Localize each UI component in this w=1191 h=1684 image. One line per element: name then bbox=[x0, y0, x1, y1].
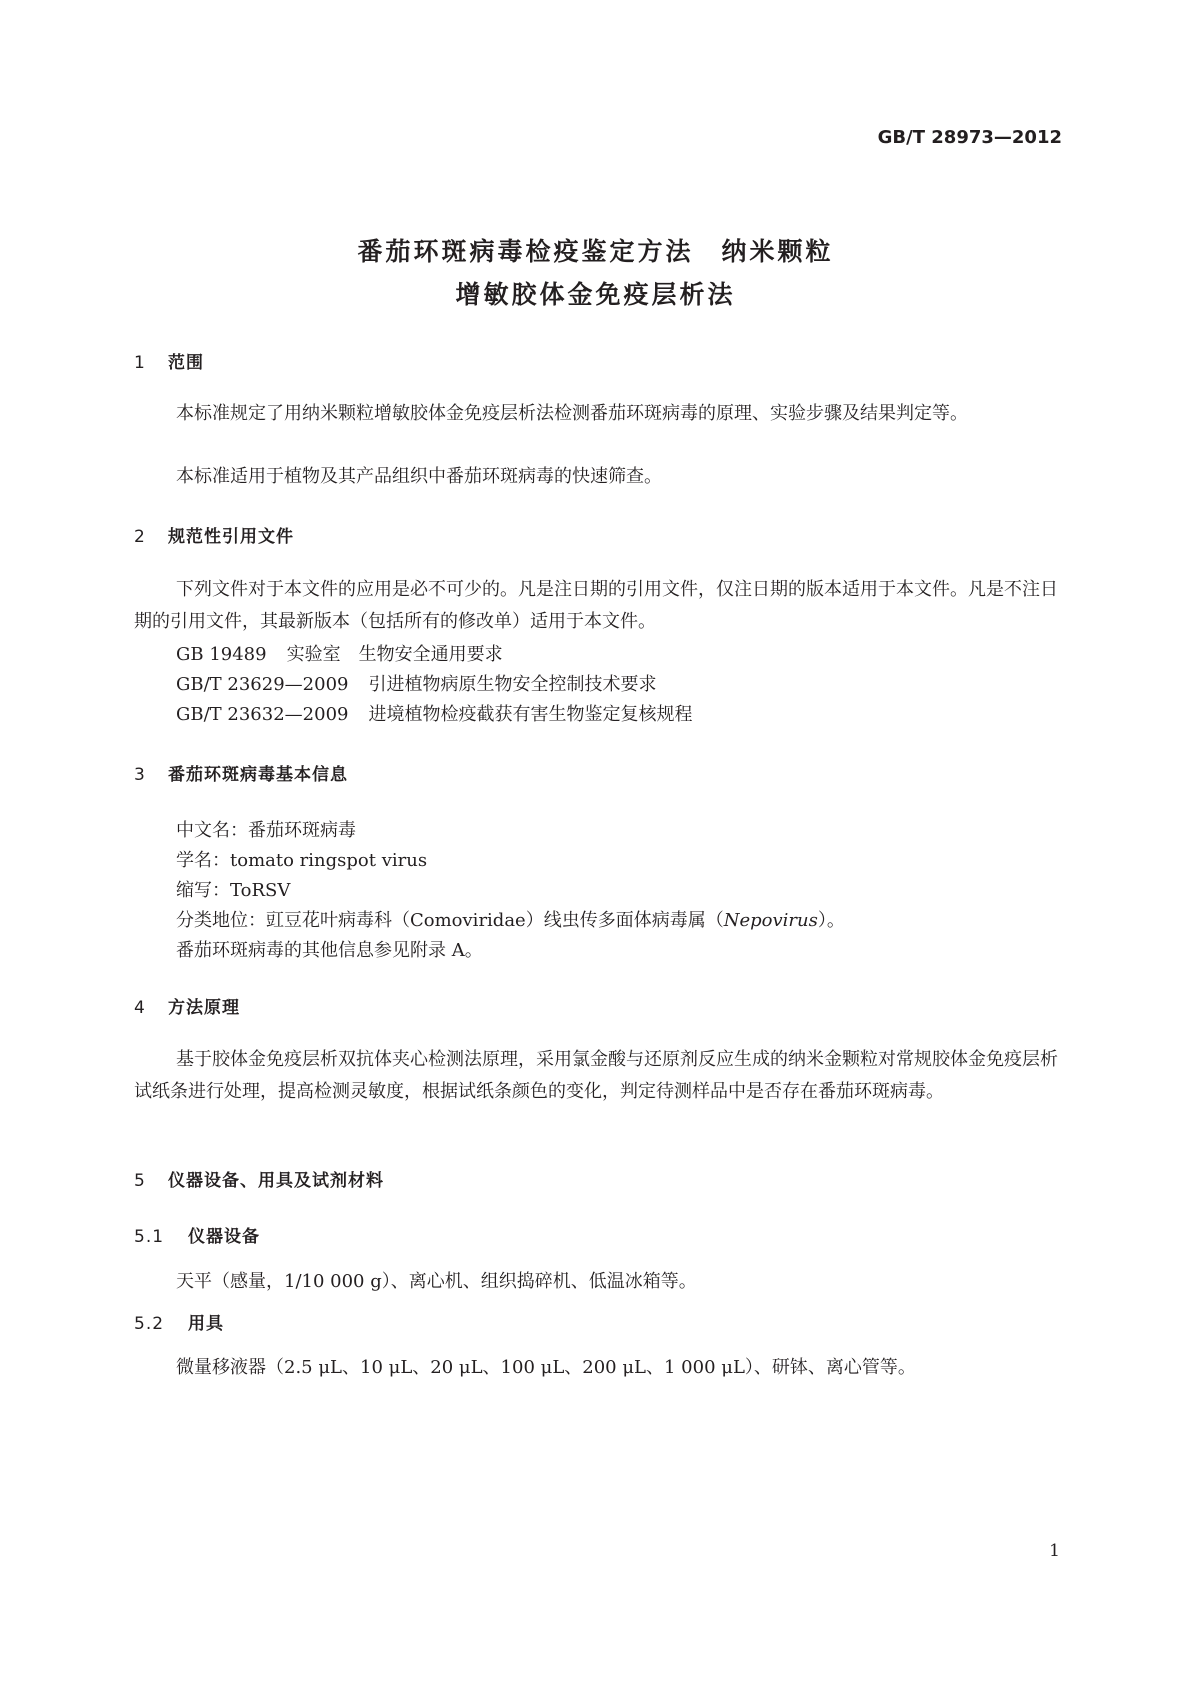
section-number: 5.2 bbox=[134, 1314, 165, 1334]
section-title: 方法原理 bbox=[168, 998, 240, 1018]
section-number: 5 bbox=[134, 1171, 146, 1191]
reference-item bbox=[176, 670, 656, 696]
section-number: 2 bbox=[134, 527, 146, 547]
section-4-heading bbox=[134, 993, 240, 1018]
section-2-heading bbox=[134, 522, 294, 547]
section-1-paragraph-2: 本标准适用于植物及其产品组织中番茄环斑病毒的快速筛查。 bbox=[176, 466, 662, 487]
section-number: 4 bbox=[134, 998, 146, 1018]
section-5-2-text: 微量移液器（2.5 μL、10 μL、20 μL、100 μL、200 μL、1 000 μL）、研钵、离心管等。 bbox=[176, 1357, 916, 1378]
reference-item bbox=[176, 640, 503, 666]
section-title: 番茄环斑病毒基本信息 bbox=[168, 765, 348, 785]
section-title: 仪器设备 bbox=[188, 1227, 260, 1247]
section-title: 用具 bbox=[188, 1314, 224, 1334]
section-title: 仪器设备、用具及试剂材料 bbox=[168, 1171, 384, 1191]
reference-code: GB/T 23629—2009 bbox=[176, 674, 349, 695]
taxon-text-end: ）。 bbox=[817, 910, 845, 931]
reference-code: GB 19489 bbox=[176, 644, 267, 665]
standard-code: GB/T 28973—2012 bbox=[877, 127, 1062, 148]
reference-item bbox=[176, 700, 692, 726]
section-number: 3 bbox=[134, 765, 146, 785]
reference-title: 实验室 生物安全通用要求 bbox=[286, 644, 503, 665]
section-5-1-heading bbox=[134, 1222, 260, 1247]
reference-code: GB/T 23632—2009 bbox=[176, 704, 349, 725]
doc-title-line2: 增敏胶体金免疫层析法 bbox=[455, 280, 736, 309]
section-1-paragraph-1: 本标准规定了用纳米颗粒增敏胶体金免疫层析法检测番茄环斑病毒的原理、实验步骤及结果判定等。 bbox=[176, 403, 968, 424]
section-5-heading bbox=[134, 1166, 384, 1191]
section-5-2-heading bbox=[134, 1309, 224, 1334]
reference-title: 进境植物检疫截获有害生物鉴定复核规程 bbox=[368, 704, 693, 725]
scientific-name: 学名：tomato ringspot virus bbox=[176, 850, 428, 871]
page-number: 1 bbox=[1049, 1541, 1060, 1561]
chinese-name: 中文名：番茄环斑病毒 bbox=[176, 820, 356, 841]
abbreviation: 缩写：ToRSV bbox=[176, 880, 291, 901]
section-number: 5.1 bbox=[134, 1227, 165, 1247]
reference-title: 引进植物病原生物安全控制技术要求 bbox=[368, 674, 657, 695]
section-number: 1 bbox=[134, 353, 146, 373]
genus-name: Nepovirus bbox=[723, 910, 818, 931]
section-title: 范围 bbox=[168, 353, 204, 373]
taxonomic-status bbox=[176, 906, 845, 932]
section-title: 规范性引用文件 bbox=[168, 527, 294, 547]
section-2-paragraph: 下列文件对于本文件的应用是必不可少的。凡是注日期的引用文件，仅注日期的版本适用于本文件。凡是不注日期的引用文件，其最新版本（包括所有的修改单）适用于本文件。 bbox=[134, 579, 1058, 632]
section-3-heading bbox=[134, 760, 348, 785]
doc-title-line1: 番茄环斑病毒检疫鉴定方法 纳米颗粒 bbox=[357, 237, 834, 266]
other-info: 番茄环斑病毒的其他信息参见附录 A。 bbox=[176, 940, 483, 961]
section-1-heading bbox=[134, 348, 204, 373]
taxon-text: 分类地位：豇豆花叶病毒科（Comoviridae）线虫传多面体病毒属（ bbox=[176, 910, 724, 931]
section-4-paragraph: 基于胶体金免疫层析双抗体夹心检测法原理，采用氯金酸与还原剂反应生成的纳米金颗粒对常规胶体金免疫层析试纸条进行处理，提高检测灵敏度，根据试纸条颜色的变化，判定待测样品中是否存在番茄环斑病毒。 bbox=[134, 1049, 1058, 1102]
section-5-1-text: 天平（感量，1/10 000 g）、离心机、组织捣碎机、低温冰箱等。 bbox=[176, 1271, 697, 1292]
